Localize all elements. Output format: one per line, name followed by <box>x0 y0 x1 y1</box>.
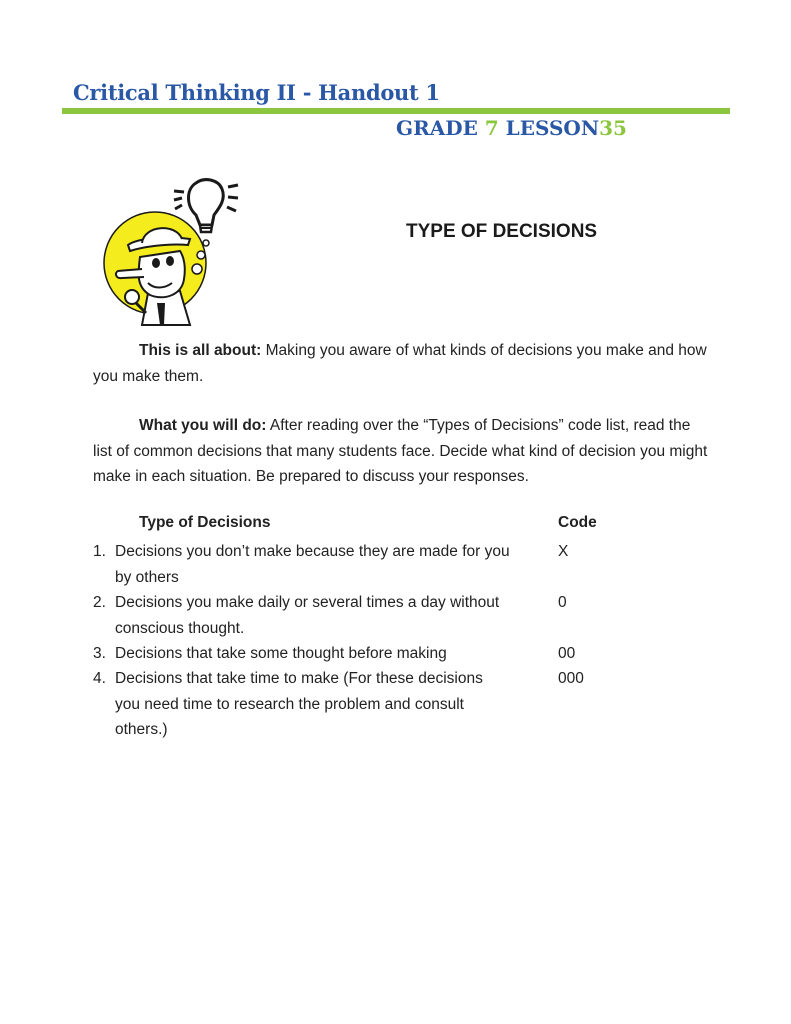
decisions-column-header: Type of Decisions <box>139 514 271 531</box>
row-number: 2. <box>93 594 106 611</box>
row-code: 0 <box>558 594 567 611</box>
document-title: TYPE OF DECISIONS <box>406 221 598 242</box>
todo-text: After reading over the “Types of Decisions” code list, read the list of common decisions that many students face. Decide what kind of decision you might make in each situation. Be prepared to discuss your responses. <box>93 417 708 485</box>
grade-label: GRADE <box>396 116 478 140</box>
grade-value: 7 <box>484 116 499 140</box>
instructions-paragraph <box>93 413 713 490</box>
lesson-label: LESSON <box>505 116 600 140</box>
row-code: 00 <box>558 645 576 662</box>
row-number: 1. <box>93 543 106 560</box>
row-code: 000 <box>558 670 584 687</box>
about-paragraph <box>93 338 713 389</box>
header-divider <box>62 108 730 114</box>
row-number: 3. <box>93 645 106 662</box>
about-text: Making you aware of what kinds of decisions you make and how you make them. <box>93 342 707 385</box>
row-text: Decisions you make daily or several times a day without conscious thought. <box>115 594 500 637</box>
row-text: Decisions that take time to make (For these decisions you need time to research the problem and consult others.) <box>115 670 483 738</box>
code-column-header: Code <box>558 514 597 531</box>
row-number: 4. <box>93 670 106 687</box>
detective-with-lightbulb-icon <box>102 175 247 335</box>
row-text: Decisions that take some thought before making <box>115 645 447 662</box>
handout-title: Critical Thinking II - Handout 1 <box>73 80 440 105</box>
grade-lesson-line <box>396 116 627 140</box>
todo-label: What you will do: <box>139 417 267 434</box>
row-code: X <box>558 543 569 560</box>
about-label: This is all about: <box>139 342 262 359</box>
row-text: Decisions you don’t make because they are made for you by others <box>115 543 510 586</box>
lesson-value: 35 <box>599 116 627 140</box>
